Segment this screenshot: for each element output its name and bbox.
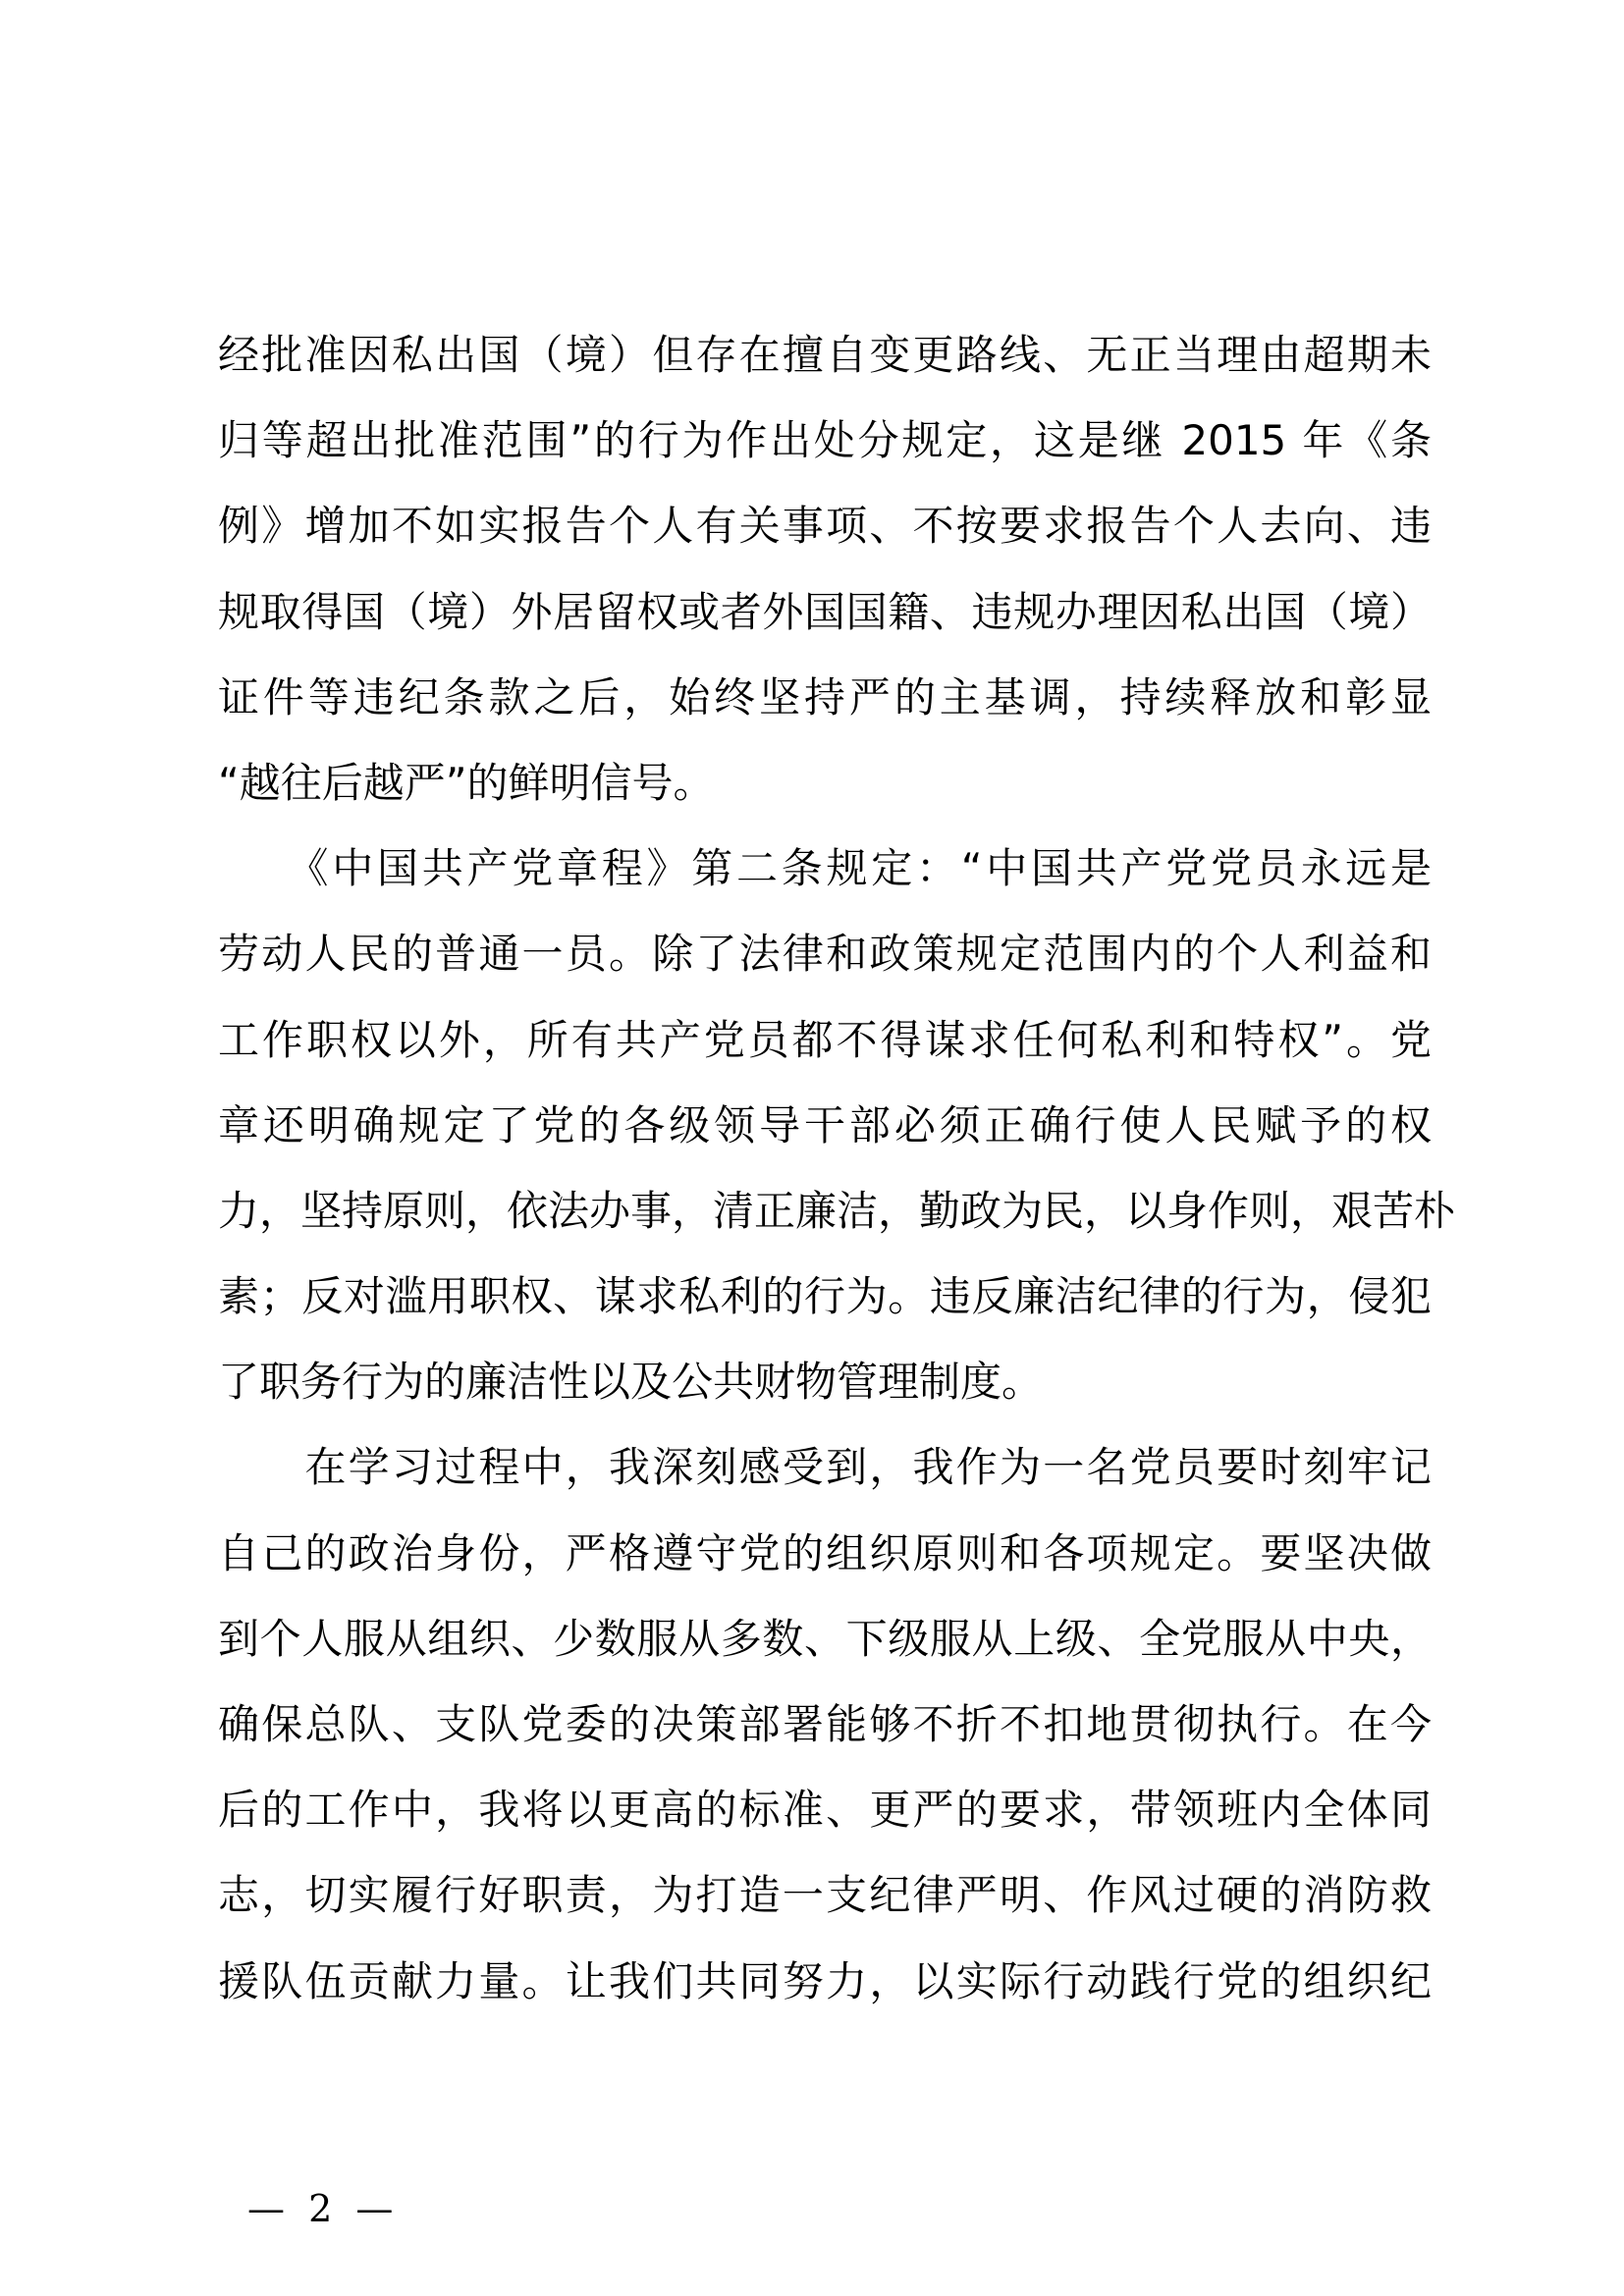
- text-line: 《中国共产党章程》第二条规定：“中国共产党党员永远是: [218, 844, 1432, 893]
- text-line: 证件等违纪条款之后，始终坚持严的主基调，持续释放和彰显: [218, 672, 1432, 721]
- text-line: 劳动人民的普通一员。除了法律和政策规定范围内的个人利益和: [218, 930, 1432, 979]
- text-line: 到个人服从组织、少数服从多数、下级服从上级、全党服从中央，: [218, 1614, 1432, 1663]
- text-line: 章还明确规定了党的各级领导干部必须正确行使人民赋予的权: [218, 1100, 1432, 1149]
- text-line: 援队伍贡献力量。让我们共同努力，以实际行动践行党的组织纪: [218, 1956, 1432, 2005]
- paragraph: [218, 1424, 1432, 2023]
- document-body: [218, 312, 1456, 2024]
- text-line: “越往后越严”的鲜明信号。: [218, 758, 715, 807]
- text-line: 工作职权以外，所有共产党员都不得谋求任何私利和特权”。党: [218, 1015, 1432, 1064]
- text-line: 规取得国（境）外居留权或者外国国籍、违规办理因私出国（境）: [218, 587, 1432, 636]
- text-line: 素；反对滥用职权、谋求私利的行为。违反廉洁纪律的行为，侵犯: [218, 1272, 1432, 1321]
- text-line: 归等超出批准范围”的行为作出处分规定，这是继 2015 年《条: [218, 416, 1432, 465]
- paragraph: [218, 312, 1432, 826]
- paragraph: [218, 826, 1456, 1424]
- text-line: 自己的政治身份，严格遵守党的组织原则和各项规定。要坚决做: [218, 1528, 1432, 1577]
- text-line: 力，坚持原则，依法办事，清正廉洁，勤政为民，以身作则，艰苦朴: [218, 1186, 1456, 1235]
- text-line: 在学习过程中，我深刻感受到，我作为一名党员要时刻牢记: [218, 1443, 1432, 1492]
- text-line: 确保总队、支队党委的决策部署能够不折不扣地贯彻执行。在今: [218, 1700, 1432, 1748]
- text-line: 例》增加不如实报告个人有关事项、不按要求报告个人去向、违: [218, 502, 1432, 551]
- text-line: 经批准因私出国（境）但存在擅自变更路线、无正当理由超期未: [218, 331, 1432, 379]
- text-line: 了职务行为的廉洁性以及公共财物管理制度。: [218, 1358, 1044, 1407]
- text-line: 志，切实履行好职责，为打造一支纪律严明、作风过硬的消防救: [218, 1871, 1432, 1920]
- text-line: 后的工作中，我将以更高的标准、更严的要求，带领班内全体同: [218, 1786, 1432, 1835]
- page-number: — 2 —: [247, 2187, 400, 2230]
